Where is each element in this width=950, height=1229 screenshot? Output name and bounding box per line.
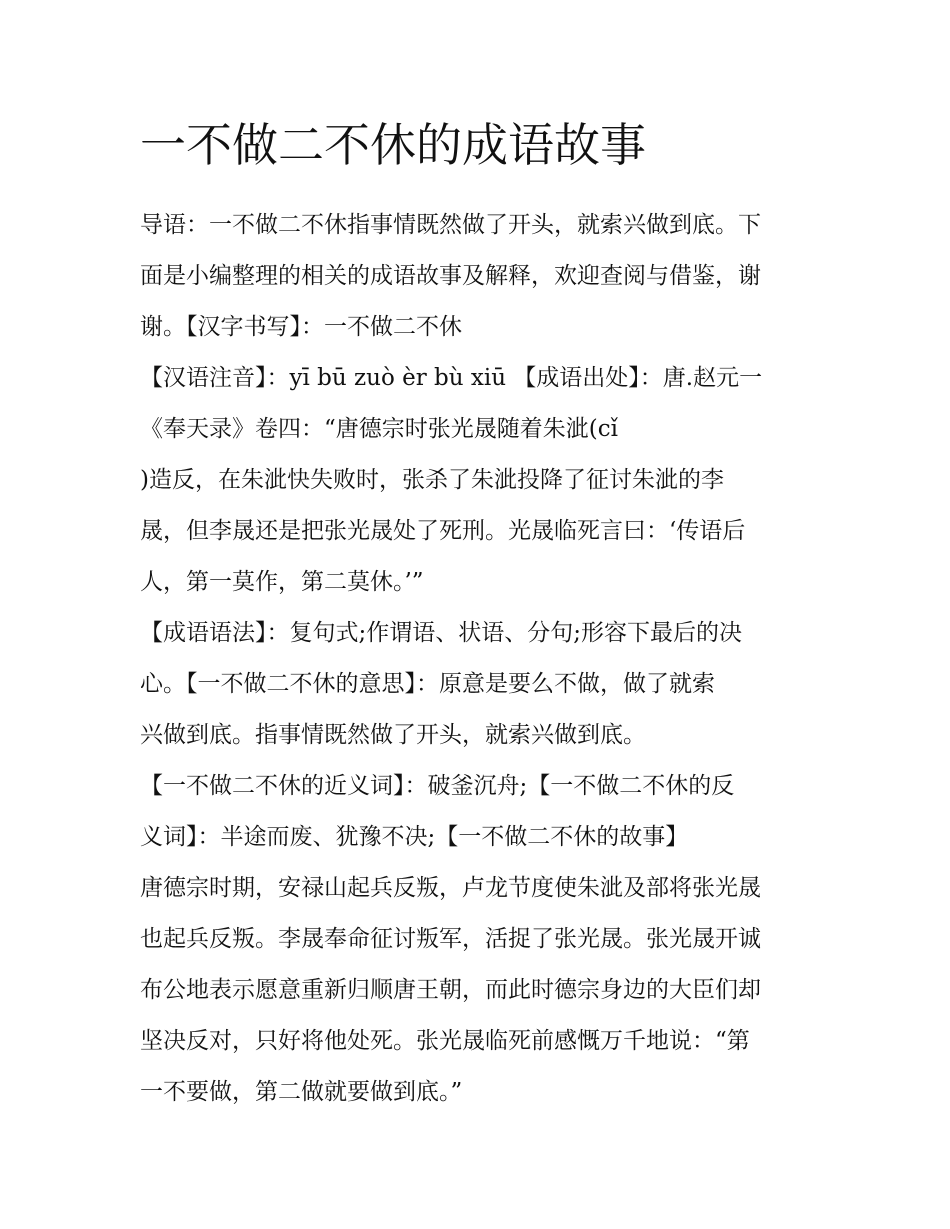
text-line: 心。【一不做二不休的意思】：原意是要么不做，做了就索 bbox=[140, 671, 715, 697]
text-line: 一不要做，第二做就要做到底。” bbox=[140, 1079, 463, 1105]
text-line: 兴做到底。指事情既然做了开头，就索兴做到底。 bbox=[140, 722, 646, 748]
text-line: 晟，但李晟还是把张光晟处了死刑。光晟临死言曰：‘传语后 bbox=[140, 518, 746, 544]
text-line: 布公地表示愿意重新归顺唐王朝，而此时德宗身边的大臣们却 bbox=[140, 977, 761, 1003]
document-body bbox=[140, 200, 830, 1118]
text-line: 义词】：半途而废、犹豫不决;【一不做二不休的故事】 bbox=[140, 824, 689, 850]
text-line: 谢。【汉字书写】：一不做二不休 bbox=[140, 314, 462, 340]
text-line: 也起兵反叛。李晟奉命征讨叛军，活捉了张光晟。张光晟开诚 bbox=[140, 926, 761, 952]
document-page bbox=[140, 110, 830, 1118]
text-line: 【成语语法】：复句式;作谓语、状语、分句;形容下最后的决 bbox=[140, 620, 742, 646]
text-line: 《奉天录》卷四：“唐德宗时张光晟随着朱泚(cǐ bbox=[140, 416, 618, 442]
text-line: 坚决反对，只好将他处死。张光晟临死前感慨万千地说：“第 bbox=[140, 1028, 750, 1054]
text-line: 【一不做二不休的近义词】：破釜沉舟;【一不做二不休的反 bbox=[140, 773, 735, 799]
text-line: 面是小编整理的相关的成语故事及解释，欢迎查阅与借鉴，谢 bbox=[140, 263, 761, 289]
text-line: 导语：一不做二不休指事情既然做了开头，就索兴做到底。下 bbox=[140, 212, 761, 238]
text-line: 【汉语注音】：yī bū zuò èr bù xiū 【成语出处】：唐.赵元一 bbox=[140, 365, 763, 391]
text-line: )造反，在朱泚快失败时，张杀了朱泚投降了征讨朱泚的李 bbox=[140, 467, 724, 493]
document-title: 一不做二不休的成语故事 bbox=[140, 118, 646, 172]
text-line: 人，第一莫作，第二莫休。’” bbox=[140, 569, 424, 595]
text-line: 唐德宗时期，安禄山起兵反叛，卢龙节度使朱泚及部将张光晟 bbox=[140, 875, 761, 901]
